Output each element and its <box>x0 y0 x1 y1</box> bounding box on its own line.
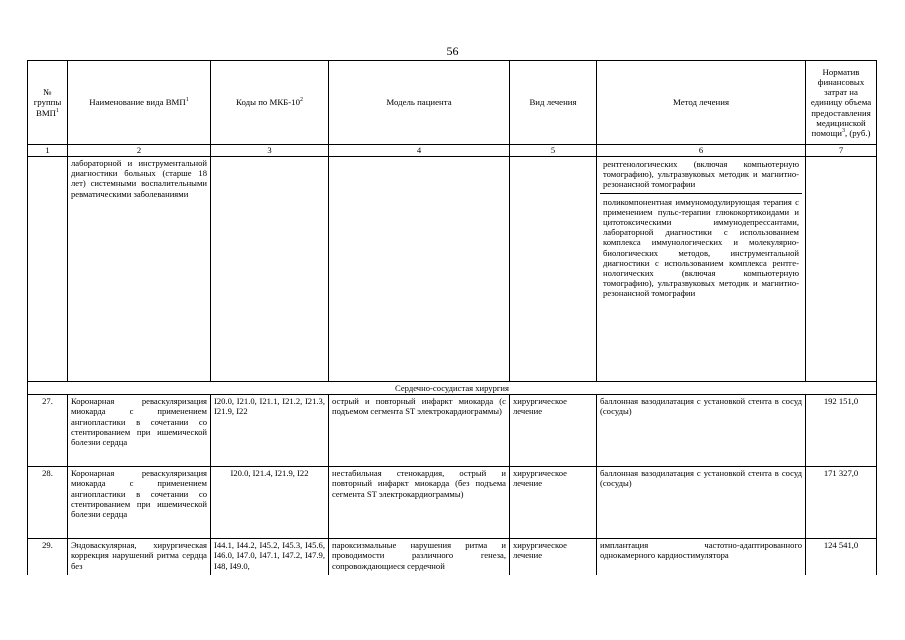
column-number: 3 <box>211 145 329 157</box>
cell-group: 29. <box>28 539 68 575</box>
table-row <box>28 395 877 467</box>
continuation-row <box>28 157 877 382</box>
cell-codes: I20.0, I21.0, I21.1, I21.2, I21.3, I21.9, I22 <box>211 395 329 467</box>
cell-name: Эндоваскулярная, хирургическая коррекция нарушений ритма сердца без <box>68 539 211 575</box>
header-patient-model: Модель пациента <box>329 61 510 145</box>
cell-norm: 192 151,0 <box>806 395 877 467</box>
cell-method <box>597 157 806 382</box>
vmp-table <box>27 60 877 575</box>
cell-type: хирургическое лечение <box>510 539 597 575</box>
cell-name: Коронарная реваскуляризация миокарда с применением ангиопластики в сочетании со стентированием при ишемической болезни сердца <box>68 395 211 467</box>
column-number-row <box>28 145 877 157</box>
cell-codes: I20.0, I21.4, I21.9, I22 <box>211 467 329 539</box>
method-part-1: рентгенологических (включая компьютерную томографию), ультразвуковых методик и магнитно-резонансной томографии <box>600 158 802 194</box>
section-row <box>28 382 877 395</box>
column-number: 2 <box>68 145 211 157</box>
cell-name: лабораторной и инструментальной диагностики больных (старше 18 лет) системными воспалительными ревматическими заболеваниями <box>68 157 211 382</box>
table-row <box>28 467 877 539</box>
cell-method: баллонная вазодилатация с установкой стента в сосуд (сосуды) <box>597 467 806 539</box>
cell-model: пароксизмальные нарушения ритма и проводимости различного генеза, сопровождающиеся сердечной <box>329 539 510 575</box>
column-number: 6 <box>597 145 806 157</box>
cell-name: Коронарная реваскуляризация миокарда с применением ангиопластики в сочетании со стентированием при ишемической болезни сердца <box>68 467 211 539</box>
cell-norm: 124 541,0 <box>806 539 877 575</box>
header-treatment-method: Метод лечения <box>597 61 806 145</box>
header-treatment-type: Вид лечения <box>510 61 597 145</box>
column-number: 7 <box>806 145 877 157</box>
cell-group: 28. <box>28 467 68 539</box>
cell-norm <box>806 157 877 382</box>
cell-codes: I44.1, I44.2, I45.2, I45.3, I45.6, I46.0, I47.0, I47.1, I47.2, I47.9, I48, I49.0, <box>211 539 329 575</box>
page-number: 56 <box>446 44 459 58</box>
header-icd-codes: Коды по МКБ-$10^2$ <box>211 61 329 145</box>
cell-type: хирургическое лечение <box>510 395 597 467</box>
cell-method: имплантация частотно-адаптированного однокамерного кардиостимулятора <box>597 539 806 575</box>
cell-method: баллонная вазодилатация с установкой стента в сосуд (сосуды) <box>597 395 806 467</box>
column-number: 1 <box>28 145 68 157</box>
header-cost-norm: Норматив финансовых затрат на единицу объема предоставления медицинской помощи$^3$, (руб.) <box>806 61 877 145</box>
cell-model <box>329 157 510 382</box>
column-number: 5 <box>510 145 597 157</box>
cell-group: 27. <box>28 395 68 467</box>
cell-group <box>28 157 68 382</box>
column-number: 4 <box>329 145 510 157</box>
header-vmp-name: Наименование вида ВМП$^1$ <box>68 61 211 145</box>
cell-model: острый и повторный инфаркт миокарда (с подъемом сегмента ST электрокардиограммы) <box>329 395 510 467</box>
section-title: Сердечно-сосудистая хирургия <box>28 382 877 395</box>
cell-codes <box>211 157 329 382</box>
cell-model: нестабильная стенокардия, острый и повторный инфаркт миокарда (без подъема сегмента ST электрокардиограммы) <box>329 467 510 539</box>
cell-type: хирургическое лечение <box>510 467 597 539</box>
header-row <box>28 61 877 145</box>
cell-norm: 171 327,0 <box>806 467 877 539</box>
method-part-2: поликомпонентная иммуномодулирующая терапия с применением пульс-терапии глюкокортикоидами и цитотоксическими иммунодепрессантами, лабораторной диагностики с использованием комплекса иммунологических и молекулярно-биологических методов, инструментальной диагностики с использованием комплекса рентге-нологических (включая компьютерную томографию), ультразвуковых методик и магнитно-резонансной томографии <box>603 196 799 299</box>
header-group-number: № группы ВМП$^1$ <box>28 61 68 145</box>
cell-type <box>510 157 597 382</box>
table-row <box>28 539 877 575</box>
